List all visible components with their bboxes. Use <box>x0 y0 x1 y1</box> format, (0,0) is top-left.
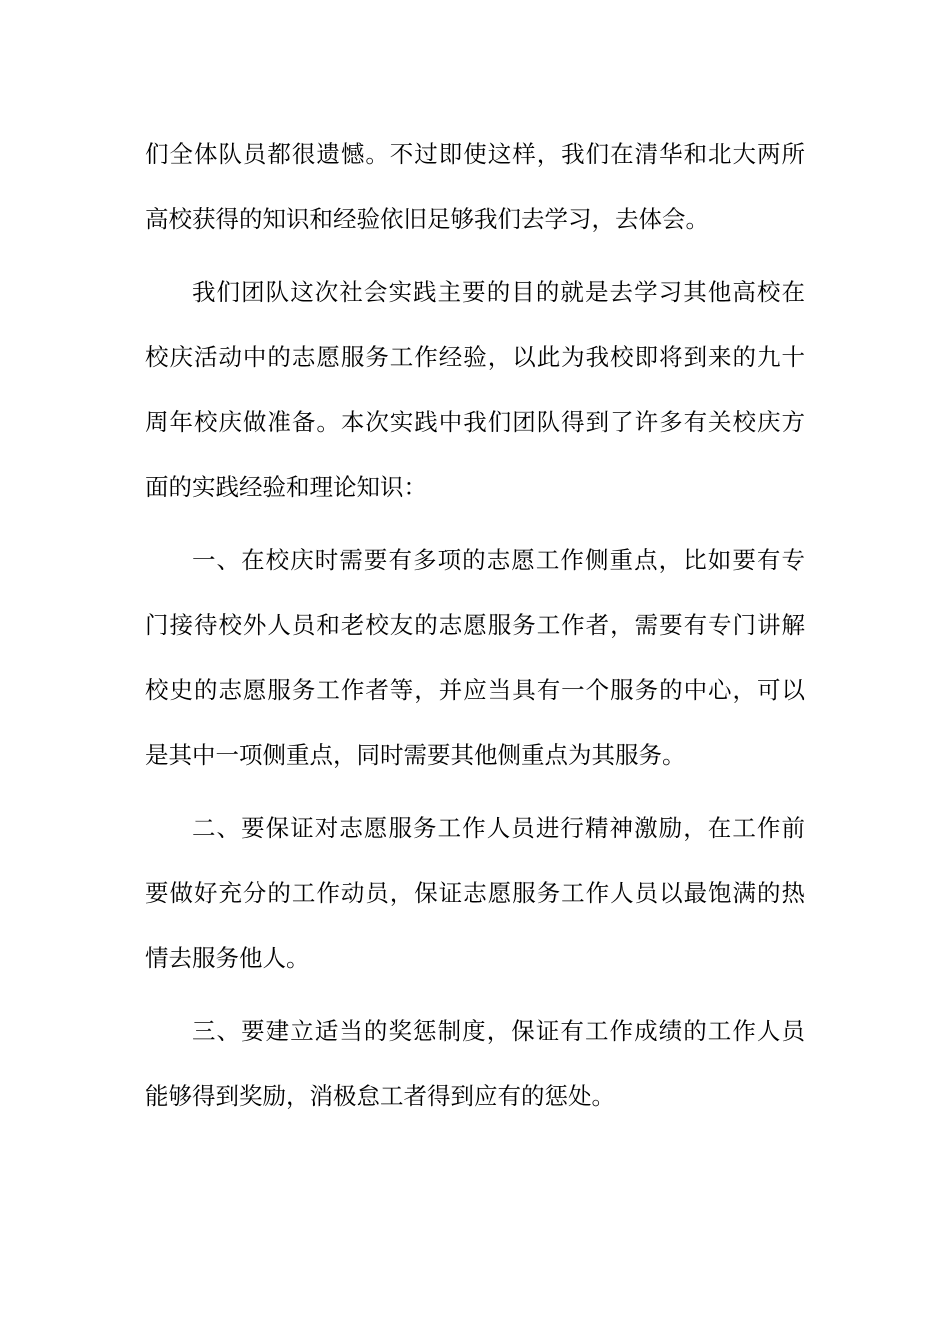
text-line: 二、要保证对志愿服务工作人员进行精神激励，在工作前 <box>192 814 805 842</box>
text-line: 情去服务他人。 <box>145 944 310 972</box>
paragraph-5 <box>145 999 805 1129</box>
text-line: 是其中一项侧重点，同时需要其他侧重点为其服务。 <box>145 741 686 769</box>
text-line: 周年校庆做准备。本次实践中我们团队得到了许多有关校庆方 <box>145 408 805 436</box>
document-body <box>145 122 805 1129</box>
text-line: 要做好充分的工作动员，保证志愿服务工作人员以最饱满的热 <box>145 879 805 907</box>
paragraph-1 <box>145 122 805 252</box>
text-line: 们全体队员都很遗憾。不过即使这样，我们在清华和北大两所 <box>145 140 805 168</box>
text-line: 门接待校外人员和老校友的志愿服务工作者，需要有专门讲解 <box>145 611 805 639</box>
text-line: 一、在校庆时需要有多项的志愿工作侧重点，比如要有专 <box>192 546 805 574</box>
paragraph-4 <box>145 796 805 991</box>
text-line: 校史的志愿服务工作者等，并应当具有一个服务的中心，可以 <box>145 676 805 704</box>
text-line: 高校获得的知识和经验依旧足够我们去学习，去体会。 <box>145 205 709 233</box>
text-line: 能够得到奖励，消极怠工者得到应有的惩处。 <box>145 1082 615 1110</box>
paragraph-2 <box>145 260 805 520</box>
paragraph-3 <box>145 528 805 788</box>
text-line: 我们团队这次社会实践主要的目的就是去学习其他高校在 <box>192 278 805 306</box>
text-line: 校庆活动中的志愿服务工作经验，以此为我校即将到来的九十 <box>145 343 805 371</box>
text-line: 面的实践经验和理论知识： <box>145 473 427 501</box>
text-line: 三、要建立适当的奖惩制度，保证有工作成绩的工作人员 <box>192 1017 805 1045</box>
